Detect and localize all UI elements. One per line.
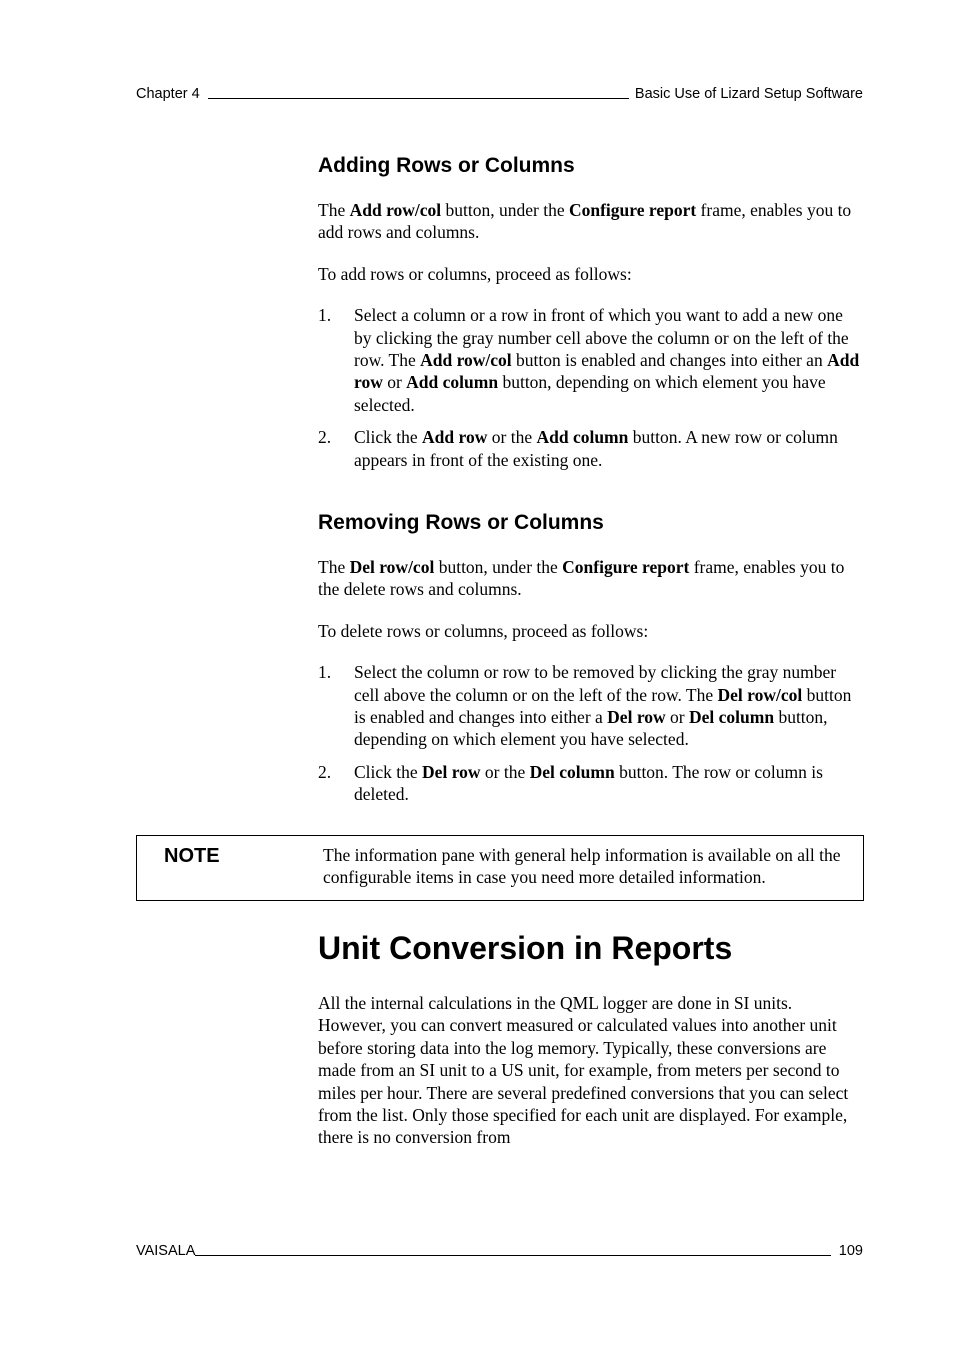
note-box xyxy=(136,835,864,901)
chapter-label: Chapter 4 xyxy=(136,86,200,102)
list-item: 2. Click the Add row or the Add column button. A new row or column appears in front of the existing one. xyxy=(318,427,838,470)
header-rule xyxy=(208,98,629,99)
list-item: 1. Select the column or row to be removed by clicking the gray number cell above the column or on the left of the row. The Del row/col button is enabled and changes into either a Del row or Del column button, depending on which element you have selected. xyxy=(318,662,852,750)
section-adding xyxy=(318,153,863,471)
list-adding-steps xyxy=(318,304,863,471)
note-text: The information pane with general help information is available on all the configurable items in case you need more detailed information. xyxy=(323,845,841,888)
note-label: NOTE xyxy=(164,845,220,867)
paragraph-removing-lead: To delete rows or columns, proceed as follows: xyxy=(318,620,649,641)
page-footer xyxy=(136,1243,863,1259)
paragraph-unit-conversion: All the internal calculations in the QML logger are done in SI units. However, you can convert measured or calculated values into another unit before storing data into the log memory. Typically, these conversions are made from an SI unit to a US unit, for example, from meters per second to miles per hour. There are several predefined conversions that you can select from the list. Only those specified for each unit are displayed. For example, there is no conversion from xyxy=(318,993,849,1148)
paragraph-adding-intro: The Add row/col button, under the Configure report frame, enables you to add rows and columns. xyxy=(318,200,852,243)
heading-removing: Removing Rows or Columns xyxy=(318,511,604,534)
footer-brand: VAISALA xyxy=(136,1243,196,1259)
page-number: 109 xyxy=(838,1243,863,1259)
paragraph-removing-intro: The Del row/col button, under the Configure report frame, enables you to the delete rows and columns. xyxy=(318,557,845,600)
list-removing-steps xyxy=(318,661,863,805)
list-item: 2. Click the Del row or the Del column button. The row or column is deleted. xyxy=(318,761,823,805)
heading-adding: Adding Rows or Columns xyxy=(318,154,575,177)
list-item: 1. Select a column or a row in front of which you want to add a new one by clicking the gray number cell above the column or on the left of the row. The Add row/col button is enabled and changes into either an Add row or Add column button, depending on which element you have selected. xyxy=(318,305,860,415)
footer-rule xyxy=(195,1255,830,1256)
header-title: Basic Use of Lizard Setup Software xyxy=(634,86,863,102)
page-header xyxy=(136,86,863,102)
heading-unit-conversion: Unit Conversion in Reports xyxy=(318,930,733,966)
section-unit-conversion xyxy=(318,929,863,1149)
paragraph-adding-lead: To add rows or columns, proceed as follows: xyxy=(318,263,632,284)
section-removing xyxy=(318,510,863,806)
